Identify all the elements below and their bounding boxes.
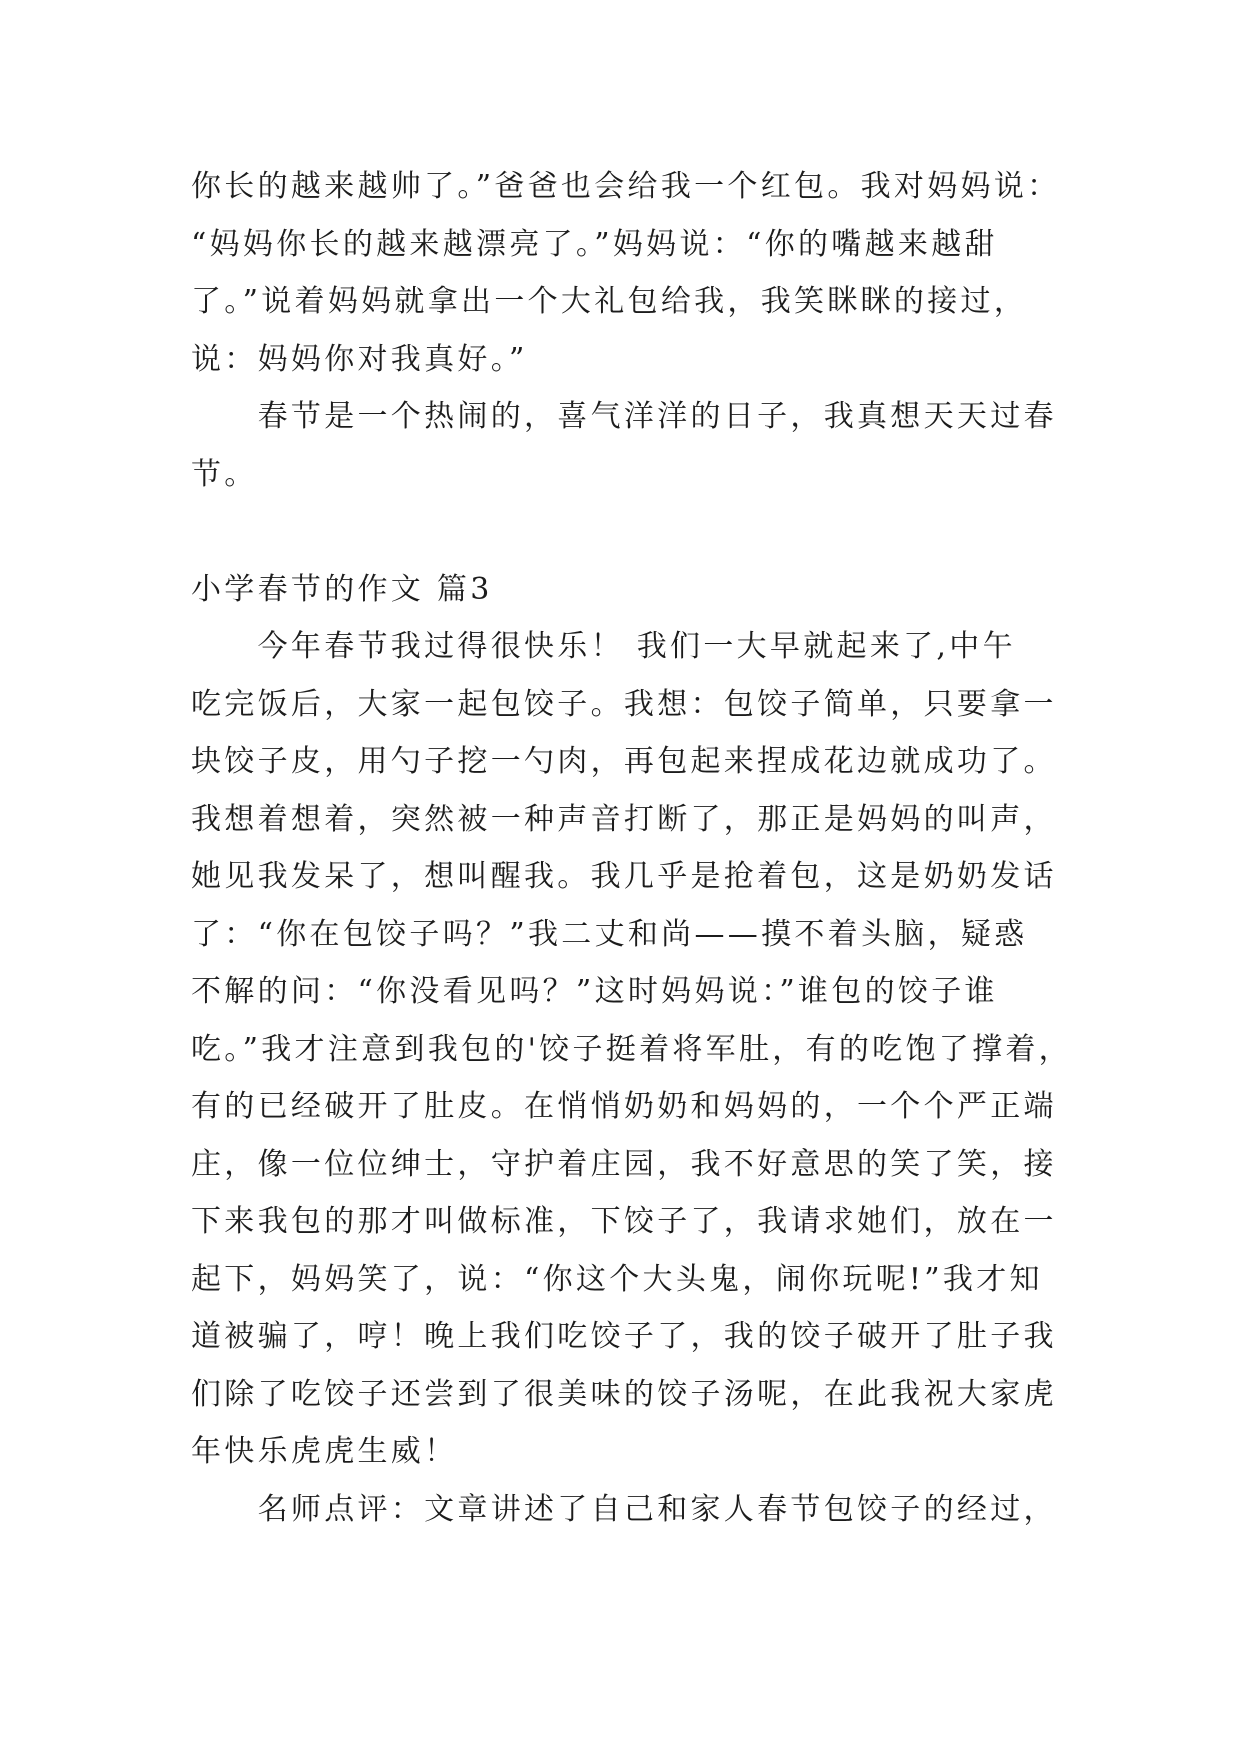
text-line: 了：“你在包饺子吗？”我二丈和尚——摸不着头脑，疑惑 — [191, 916, 1028, 952]
text-line: 起下，妈妈笑了，说：“你这个大头鬼，闹你玩呢!”我才知 — [191, 1261, 1043, 1297]
text-line: 节。 — [191, 456, 258, 492]
blank-line — [191, 503, 1111, 561]
document-body — [191, 158, 1111, 1538]
text-line: 下来我包的那才叫做标准，下饺子了，我请求她们，放在一 — [191, 1204, 1057, 1239]
text-line: 春节是一个热闹的，喜气洋洋的日子，我真想天天过春 — [257, 399, 1057, 434]
text-line: “妈妈你长的越来越漂亮了。”妈妈说：“你的嘴越来越甜 — [191, 226, 998, 262]
paragraph — [191, 618, 1111, 1481]
text-line: 你长的越来越帅了。”爸爸也会给我一个红包。我对妈妈说： — [191, 169, 1061, 204]
text-line: 今年春节我过得很快乐！ 我们一大早就起来了,中午 — [257, 629, 1016, 664]
text-line: 说：妈妈你对我真好。” — [191, 341, 528, 377]
section-heading: 小学春节的作文 篇3 — [191, 571, 493, 607]
paragraph — [191, 158, 1111, 388]
text-line: 不解的问：“你没看见吗？”这时妈妈说：”谁包的饺子谁 — [191, 974, 998, 1009]
text-line: 了。”说着妈妈就拿出一个大礼包给我，我笑眯眯的接过， — [191, 284, 1028, 319]
text-line: 年快乐虎虎生威！ — [191, 1434, 458, 1469]
paragraph — [191, 1481, 1111, 1539]
paragraph — [191, 388, 1111, 503]
text-line: 有的已经破开了肚皮。在悄悄奶奶和妈妈的，一个个严正端 — [191, 1089, 1057, 1124]
text-line: 块饺子皮，用勺子挖一勺肉，再包起来捏成花边就成功了。 — [191, 744, 1057, 779]
text-line: 她见我发呆了，想叫醒我。我几乎是抢着包，这是奶奶发话 — [191, 859, 1057, 894]
text-line: 们除了吃饺子还尝到了很美味的饺子汤呢，在此我祝大家虎 — [191, 1376, 1057, 1412]
text-line: 庄，像一位位绅士，守护着庄园，我不好意思的笑了笑，接 — [191, 1146, 1057, 1182]
text-line: 名师点评：文章讲述了自己和家人春节包饺子的经过， — [257, 1491, 1057, 1527]
text-line: 吃完饭后，大家一起包饺子。我想：包饺子简单，只要拿一 — [191, 686, 1057, 722]
text-line: 道被骗了，哼！晚上我们吃饺子了，我的饺子破开了肚子我 — [191, 1319, 1057, 1354]
text-line: 我想着想着，突然被一种声音打断了，那正是妈妈的叫声， — [191, 801, 1057, 837]
text-line: 吃。”我才注意到我包的'饺子挺着将军肚，有的吃饱了撑着， — [191, 1031, 1072, 1067]
